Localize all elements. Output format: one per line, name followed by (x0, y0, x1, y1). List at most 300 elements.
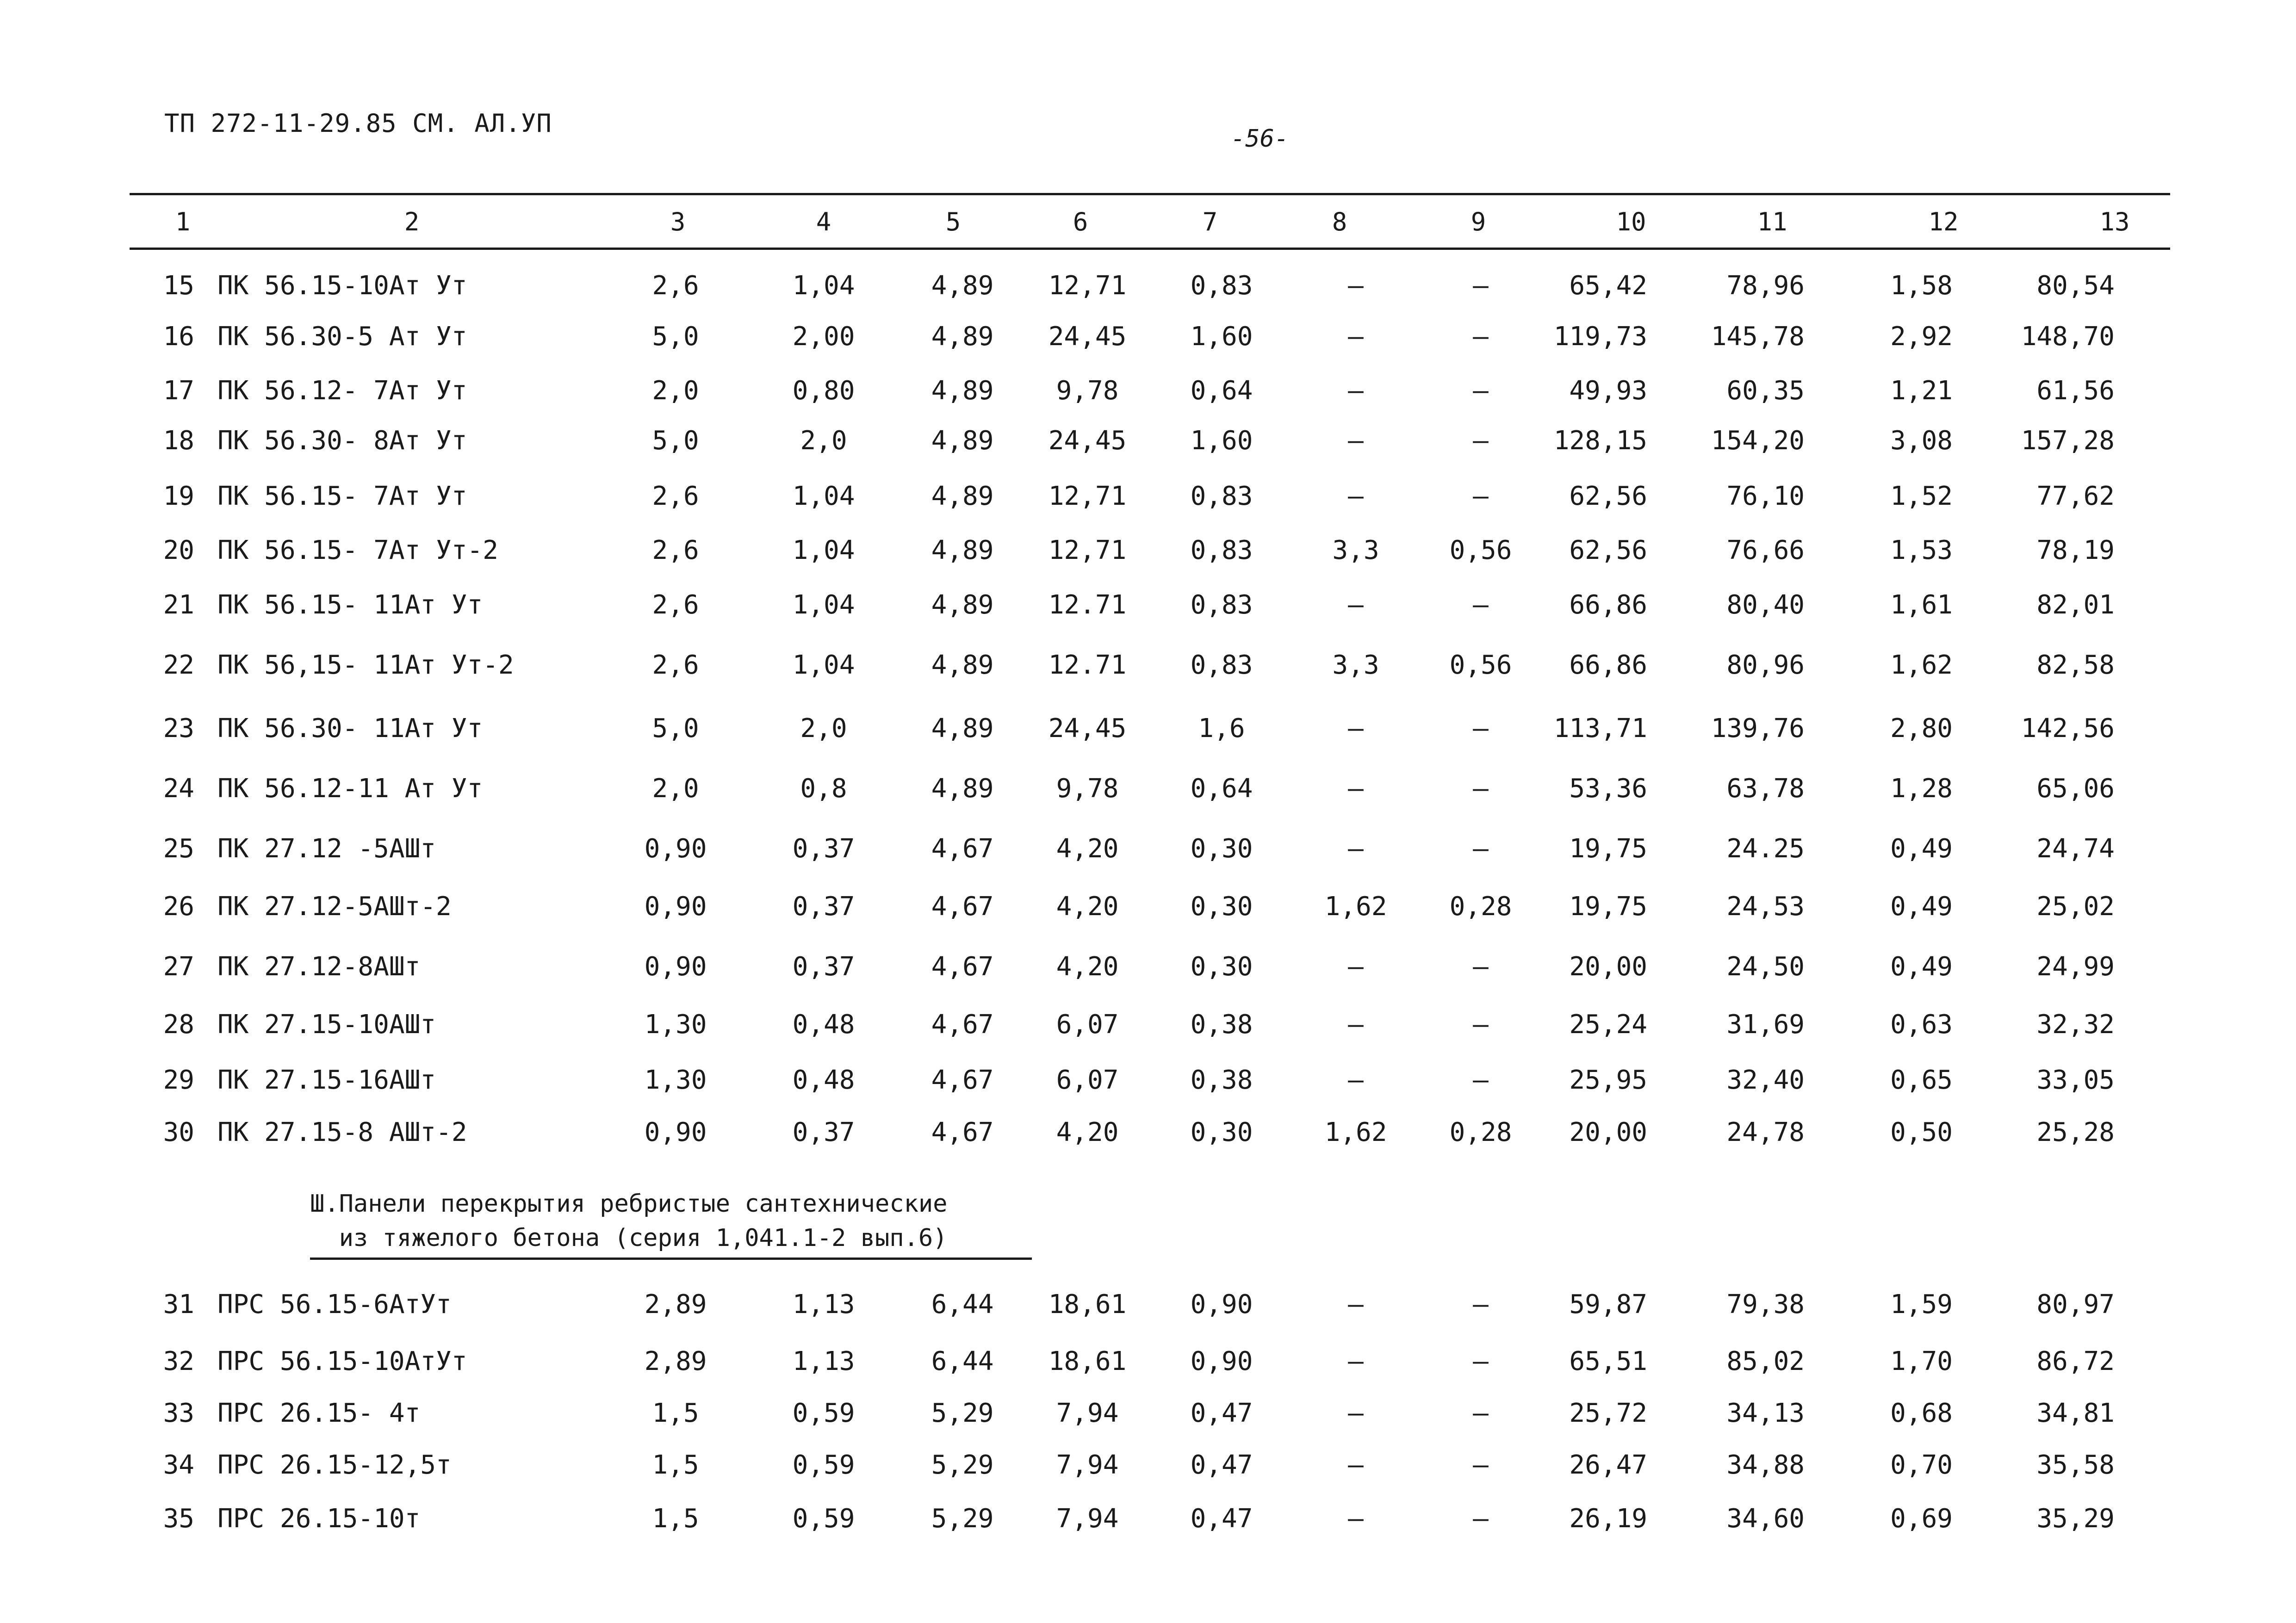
cell-c10: 49,93 (1569, 376, 1647, 406)
cell-c6: 12.71 (1048, 650, 1127, 680)
cell-c5: 4,67 (931, 1117, 994, 1147)
cell-c12: 1,53 (1890, 535, 1953, 565)
cell-c8: – (1348, 376, 1364, 406)
cell-c8: – (1348, 322, 1364, 352)
cell-c10: 25,24 (1569, 1010, 1647, 1040)
cell-c4: 0,48 (792, 1065, 855, 1095)
cell-c5: 4,89 (931, 590, 994, 620)
cell-c10: 59,87 (1569, 1289, 1647, 1319)
cell-c6: 18,61 (1048, 1289, 1127, 1319)
cell-c10: 62,56 (1569, 535, 1647, 565)
column-header: 3 (670, 207, 686, 236)
cell-c7: 0,83 (1190, 535, 1253, 565)
cell-c4: 2,0 (800, 426, 847, 456)
cell-c4: 0,8 (800, 774, 847, 804)
cell-c9: – (1473, 1450, 1489, 1480)
cell-c9: – (1473, 834, 1489, 864)
cell-c13: 78,19 (2036, 535, 2115, 565)
cell-c4: 1,04 (792, 271, 855, 301)
cell-c5: 4,89 (931, 650, 994, 680)
cell-c12: 2,80 (1890, 713, 1953, 743)
cell-c5: 4,67 (931, 1065, 994, 1095)
row-number: 30 (163, 1117, 194, 1147)
table-row (0, 321, 2296, 353)
cell-c9: 0,56 (1449, 535, 1512, 565)
cell-c8: – (1348, 834, 1364, 864)
cell-c3: 2,0 (652, 376, 699, 406)
cell-c7: 0,30 (1190, 892, 1253, 922)
item-name: ПК 27.15-8 АШт-2 (217, 1117, 467, 1147)
cell-c4: 2,00 (792, 322, 855, 352)
cell-c13: 25,28 (2036, 1117, 2115, 1147)
table-row (0, 1009, 2296, 1041)
cell-c3: 1,30 (644, 1065, 707, 1095)
item-name: ПК 56.15- 7Ат Ут (217, 481, 467, 511)
item-name: ПК 27.12-5АШт-2 (217, 892, 452, 922)
cell-c9: – (1473, 1346, 1489, 1376)
cell-c11: 145,78 (1711, 322, 1805, 352)
cell-c8: – (1348, 1346, 1364, 1376)
cell-c7: 1,60 (1190, 322, 1253, 352)
cell-c10: 113,71 (1553, 713, 1647, 743)
row-number: 32 (163, 1346, 194, 1376)
row-number: 24 (163, 774, 194, 804)
table-row (0, 1064, 2296, 1096)
cell-c10: 66,86 (1569, 590, 1647, 620)
cell-c3: 2,6 (652, 535, 699, 565)
column-header: 12 (1928, 207, 1959, 236)
cell-c8: – (1348, 1010, 1364, 1040)
item-name: ПРС 26.15-10т (217, 1504, 421, 1534)
cell-c11: 32,40 (1726, 1065, 1805, 1095)
cell-c8: – (1348, 713, 1364, 743)
cell-c11: 31,69 (1726, 1010, 1805, 1040)
row-number: 33 (163, 1398, 194, 1428)
section-title-line-1: Ш.Панели перекрытия ребристые сантехнические (310, 1190, 948, 1218)
row-number: 21 (163, 590, 194, 620)
column-header: 9 (1471, 207, 1486, 236)
cell-c6: 6,07 (1056, 1065, 1119, 1095)
cell-c13: 82,58 (2036, 650, 2115, 680)
cell-c7: 0,47 (1190, 1398, 1253, 1428)
cell-c12: 0,49 (1890, 892, 1953, 922)
cell-c13: 77,62 (2036, 481, 2115, 511)
cell-c7: 0,38 (1190, 1065, 1253, 1095)
item-name: ПК 27.12-8АШт (217, 952, 421, 982)
table-row (0, 480, 2296, 513)
cell-c7: 0,38 (1190, 1010, 1253, 1040)
cell-c8: – (1348, 590, 1364, 620)
column-header: 8 (1332, 207, 1347, 236)
cell-c9: – (1473, 481, 1489, 511)
cell-c13: 157,28 (2021, 426, 2115, 456)
cell-c4: 0,37 (792, 892, 855, 922)
row-number: 17 (163, 376, 194, 406)
cell-c8: – (1348, 1065, 1364, 1095)
cell-c13: 142,56 (2021, 713, 2115, 743)
cell-c10: 20,00 (1569, 1117, 1647, 1147)
cell-c13: 25,02 (2036, 892, 2115, 922)
table-row (0, 891, 2296, 923)
cell-c13: 32,32 (2036, 1010, 2115, 1040)
item-name: ПК 56.15- 11Ат Ут (217, 590, 483, 620)
cell-c13: 33,05 (2036, 1065, 2115, 1095)
cell-c12: 1,62 (1890, 650, 1953, 680)
table-row (0, 712, 2296, 745)
column-header: 11 (1757, 207, 1787, 236)
cell-c7: 0,30 (1190, 952, 1253, 982)
cell-c6: 12,71 (1048, 535, 1127, 565)
cell-c10: 26,47 (1569, 1450, 1647, 1480)
cell-c3: 5,0 (652, 322, 699, 352)
item-name: ПК 56.30-5 Ат Ут (217, 322, 467, 352)
cell-c11: 80,40 (1726, 590, 1805, 620)
cell-c10: 119,73 (1553, 322, 1647, 352)
row-number: 34 (163, 1450, 194, 1480)
row-number: 19 (163, 481, 194, 511)
cell-c6: 24,45 (1048, 426, 1127, 456)
column-header: 7 (1202, 207, 1218, 236)
cell-c4: 1,13 (792, 1289, 855, 1319)
cell-c9: – (1473, 322, 1489, 352)
section-title (310, 1187, 948, 1255)
column-header: 5 (945, 207, 961, 236)
table-top-rule (130, 193, 2170, 195)
cell-c10: 65,51 (1569, 1346, 1647, 1376)
cell-c10: 20,00 (1569, 952, 1647, 982)
column-header: 13 (2099, 207, 2130, 236)
row-number: 25 (163, 834, 194, 864)
cell-c6: 12,71 (1048, 271, 1127, 301)
cell-c5: 4,89 (931, 481, 994, 511)
cell-c5: 4,89 (931, 774, 994, 804)
cell-c12: 0,50 (1890, 1117, 1953, 1147)
table-row (0, 1397, 2296, 1430)
cell-c13: 34,81 (2036, 1398, 2115, 1428)
cell-c9: – (1473, 774, 1489, 804)
item-name: ПК 56.12- 7Ат Ут (217, 376, 467, 406)
cell-c7: 1,60 (1190, 426, 1253, 456)
cell-c3: 2,6 (652, 271, 699, 301)
cell-c6: 9,78 (1056, 774, 1119, 804)
item-name: ПК 27.12 -5АШт (217, 834, 436, 864)
cell-c5: 4,89 (931, 376, 994, 406)
cell-c8: 1,62 (1324, 1117, 1387, 1147)
document-id: ТП 272-11-29.85 СМ. АЛ.УП (164, 109, 552, 138)
item-name: ПК 56.12-11 Ат Ут (217, 774, 483, 804)
item-name: ПК 27.15-16АШт (217, 1065, 436, 1095)
cell-c5: 4,89 (931, 271, 994, 301)
cell-c11: 85,02 (1726, 1346, 1805, 1376)
cell-c5: 6,44 (931, 1289, 994, 1319)
cell-c13: 24,74 (2036, 834, 2115, 864)
table-row (0, 1503, 2296, 1535)
cell-c7: 0,83 (1190, 590, 1253, 620)
cell-c8: – (1348, 1504, 1364, 1534)
cell-c6: 24,45 (1048, 713, 1127, 743)
cell-c3: 1,5 (652, 1450, 699, 1480)
section-title-underline (310, 1258, 1032, 1260)
cell-c9: – (1473, 952, 1489, 982)
cell-c8: 3,3 (1332, 535, 1379, 565)
cell-c3: 0,90 (644, 892, 707, 922)
cell-c11: 76,66 (1726, 535, 1805, 565)
cell-c12: 1,21 (1890, 376, 1953, 406)
cell-c11: 63,78 (1726, 774, 1805, 804)
cell-c7: 0,83 (1190, 481, 1253, 511)
cell-c9: – (1473, 1010, 1489, 1040)
cell-c9: 0,28 (1449, 1117, 1512, 1147)
cell-c11: 154,20 (1711, 426, 1805, 456)
cell-c12: 1,70 (1890, 1346, 1953, 1376)
cell-c11: 34,13 (1726, 1398, 1805, 1428)
table-header-rule (130, 248, 2170, 250)
cell-c7: 1,6 (1198, 713, 1245, 743)
cell-c10: 65,42 (1569, 271, 1647, 301)
table-row (0, 534, 2296, 567)
cell-c5: 5,29 (931, 1398, 994, 1428)
cell-c3: 5,0 (652, 426, 699, 456)
cell-c7: 0,64 (1190, 774, 1253, 804)
cell-c6: 4,20 (1056, 1117, 1119, 1147)
cell-c4: 1,04 (792, 590, 855, 620)
cell-c5: 5,29 (931, 1450, 994, 1480)
cell-c13: 35,29 (2036, 1504, 2115, 1534)
cell-c13: 65,06 (2036, 774, 2115, 804)
cell-c13: 80,54 (2036, 271, 2115, 301)
cell-c10: 128,15 (1553, 426, 1647, 456)
cell-c13: 61,56 (2036, 376, 2115, 406)
item-name: ПК 56.30- 11Ат Ут (217, 713, 483, 743)
cell-c12: 0,49 (1890, 834, 1953, 864)
cell-c5: 5,29 (931, 1504, 994, 1534)
cell-c4: 0,59 (792, 1450, 855, 1480)
cell-c5: 4,89 (931, 322, 994, 352)
cell-c5: 4,89 (931, 426, 994, 456)
cell-c4: 0,37 (792, 834, 855, 864)
cell-c6: 4,20 (1056, 834, 1119, 864)
table-row (0, 425, 2296, 457)
cell-c3: 0,90 (644, 1117, 707, 1147)
cell-c9: 0,56 (1449, 650, 1512, 680)
item-name: ПК 56.15-10Ат Ут (217, 271, 467, 301)
cell-c9: – (1473, 376, 1489, 406)
cell-c5: 4,89 (931, 713, 994, 743)
cell-c12: 0,70 (1890, 1450, 1953, 1480)
cell-c12: 0,68 (1890, 1398, 1953, 1428)
cell-c9: – (1473, 426, 1489, 456)
cell-c9: – (1473, 1504, 1489, 1534)
cell-c7: 0,90 (1190, 1289, 1253, 1319)
section-title-line-2: из тяжелого бетона (серия 1,041.1-2 вып.6) (310, 1224, 948, 1252)
cell-c6: 4,20 (1056, 952, 1119, 982)
cell-c10: 53,36 (1569, 774, 1647, 804)
cell-c9: – (1473, 1065, 1489, 1095)
table-row (0, 773, 2296, 805)
cell-c8: 3,3 (1332, 650, 1379, 680)
column-header: 6 (1073, 207, 1088, 236)
cell-c6: 4,20 (1056, 892, 1119, 922)
cell-c4: 1,04 (792, 535, 855, 565)
table-row (0, 375, 2296, 407)
item-name: ПК 27.15-10АШт (217, 1010, 436, 1040)
table-row (0, 270, 2296, 302)
cell-c9: – (1473, 1289, 1489, 1319)
cell-c3: 1,30 (644, 1010, 707, 1040)
cell-c13: 148,70 (2021, 322, 2115, 352)
cell-c5: 6,44 (931, 1346, 994, 1376)
cell-c11: 24.25 (1726, 834, 1805, 864)
cell-c10: 26,19 (1569, 1504, 1647, 1534)
cell-c13: 86,72 (2036, 1346, 2115, 1376)
row-number: 20 (163, 535, 194, 565)
table-row (0, 1345, 2296, 1378)
cell-c3: 2,6 (652, 481, 699, 511)
cell-c6: 7,94 (1056, 1450, 1119, 1480)
cell-c3: 5,0 (652, 713, 699, 743)
item-name: ПК 56.15- 7Ат Ут-2 (217, 535, 498, 565)
cell-c11: 24,53 (1726, 892, 1805, 922)
cell-c7: 0,47 (1190, 1450, 1253, 1480)
cell-c11: 80,96 (1726, 650, 1805, 680)
cell-c3: 1,5 (652, 1398, 699, 1428)
cell-c13: 24,99 (2036, 952, 2115, 982)
cell-c9: 0,28 (1449, 892, 1512, 922)
cell-c8: – (1348, 1450, 1364, 1480)
cell-c11: 34,60 (1726, 1504, 1805, 1534)
cell-c7: 0,30 (1190, 834, 1253, 864)
cell-c7: 0,30 (1190, 1117, 1253, 1147)
cell-c12: 1,61 (1890, 590, 1953, 620)
cell-c7: 0,90 (1190, 1346, 1253, 1376)
cell-c6: 12,71 (1048, 481, 1127, 511)
table-header-row (0, 206, 2296, 238)
cell-c11: 24,50 (1726, 952, 1805, 982)
cell-c4: 0,37 (792, 952, 855, 982)
column-header: 10 (1616, 207, 1646, 236)
cell-c5: 4,67 (931, 834, 994, 864)
cell-c12: 3,08 (1890, 426, 1953, 456)
row-number: 22 (163, 650, 194, 680)
cell-c8: – (1348, 1398, 1364, 1428)
cell-c9: – (1473, 1398, 1489, 1428)
cell-c4: 0,37 (792, 1117, 855, 1147)
item-name: ПК 56.30- 8Ат Ут (217, 426, 467, 456)
cell-c7: 0,83 (1190, 271, 1253, 301)
cell-c8: – (1348, 774, 1364, 804)
cell-c9: – (1473, 590, 1489, 620)
row-number: 26 (163, 892, 194, 922)
table-row (0, 1449, 2296, 1481)
table-row (0, 1116, 2296, 1149)
cell-c3: 1,5 (652, 1504, 699, 1534)
row-number: 35 (163, 1504, 194, 1534)
cell-c12: 2,92 (1890, 322, 1953, 352)
item-name: ПРС 26.15-12,5т (217, 1450, 452, 1480)
cell-c12: 0,49 (1890, 952, 1953, 982)
cell-c5: 4,89 (931, 535, 994, 565)
cell-c10: 19,75 (1569, 834, 1647, 864)
cell-c12: 0,69 (1890, 1504, 1953, 1534)
cell-c11: 78,96 (1726, 271, 1805, 301)
column-header: 1 (175, 207, 191, 236)
cell-c3: 0,90 (644, 834, 707, 864)
cell-c12: 0,65 (1890, 1065, 1953, 1095)
cell-c4: 0,59 (792, 1398, 855, 1428)
cell-c10: 25,95 (1569, 1065, 1647, 1095)
cell-c4: 1,04 (792, 650, 855, 680)
table-row (0, 951, 2296, 983)
cell-c12: 1,58 (1890, 271, 1953, 301)
cell-c4: 0,48 (792, 1010, 855, 1040)
cell-c11: 60,35 (1726, 376, 1805, 406)
cell-c3: 2,6 (652, 590, 699, 620)
cell-c11: 24,78 (1726, 1117, 1805, 1147)
cell-c6: 6,07 (1056, 1010, 1119, 1040)
cell-c12: 1,52 (1890, 481, 1953, 511)
cell-c7: 0,64 (1190, 376, 1253, 406)
row-number: 18 (163, 426, 194, 456)
item-name: ПРС 26.15- 4т (217, 1398, 421, 1428)
cell-c8: 1,62 (1324, 892, 1387, 922)
cell-c6: 7,94 (1056, 1504, 1119, 1534)
cell-c12: 1,28 (1890, 774, 1953, 804)
cell-c3: 2,89 (644, 1289, 707, 1319)
table-row (0, 833, 2296, 865)
cell-c6: 7,94 (1056, 1398, 1119, 1428)
cell-c9: – (1473, 271, 1489, 301)
item-name: ПРС 56.15-10АтУт (217, 1346, 467, 1376)
cell-c13: 35,58 (2036, 1450, 2115, 1480)
cell-c11: 34,88 (1726, 1450, 1805, 1480)
item-name: ПРС 56.15-6АтУт (217, 1289, 452, 1319)
cell-c10: 25,72 (1569, 1398, 1647, 1428)
cell-c6: 24,45 (1048, 322, 1127, 352)
cell-c4: 2,0 (800, 713, 847, 743)
row-number: 29 (163, 1065, 194, 1095)
cell-c10: 19,75 (1569, 892, 1647, 922)
cell-c8: – (1348, 271, 1364, 301)
cell-c8: – (1348, 1289, 1364, 1319)
item-name: ПК 56,15- 11Ат Ут-2 (217, 650, 514, 680)
cell-c5: 4,67 (931, 952, 994, 982)
cell-c3: 2,6 (652, 650, 699, 680)
cell-c3: 0,90 (644, 952, 707, 982)
table-row (0, 589, 2296, 621)
cell-c4: 0,59 (792, 1504, 855, 1534)
cell-c13: 82,01 (2036, 590, 2115, 620)
column-header: 4 (816, 207, 832, 236)
cell-c7: 0,83 (1190, 650, 1253, 680)
cell-c7: 0,47 (1190, 1504, 1253, 1534)
column-header: 2 (404, 207, 420, 236)
cell-c8: – (1348, 952, 1364, 982)
cell-c11: 79,38 (1726, 1289, 1805, 1319)
row-number: 15 (163, 271, 194, 301)
cell-c4: 1,13 (792, 1346, 855, 1376)
row-number: 16 (163, 322, 194, 352)
cell-c11: 139,76 (1711, 713, 1805, 743)
cell-c11: 76,10 (1726, 481, 1805, 511)
page-number: -56- (1231, 125, 1289, 153)
cell-c5: 4,67 (931, 892, 994, 922)
row-number: 28 (163, 1010, 194, 1040)
cell-c8: – (1348, 481, 1364, 511)
cell-c9: – (1473, 713, 1489, 743)
cell-c10: 62,56 (1569, 481, 1647, 511)
row-number: 23 (163, 713, 194, 743)
cell-c10: 66,86 (1569, 650, 1647, 680)
